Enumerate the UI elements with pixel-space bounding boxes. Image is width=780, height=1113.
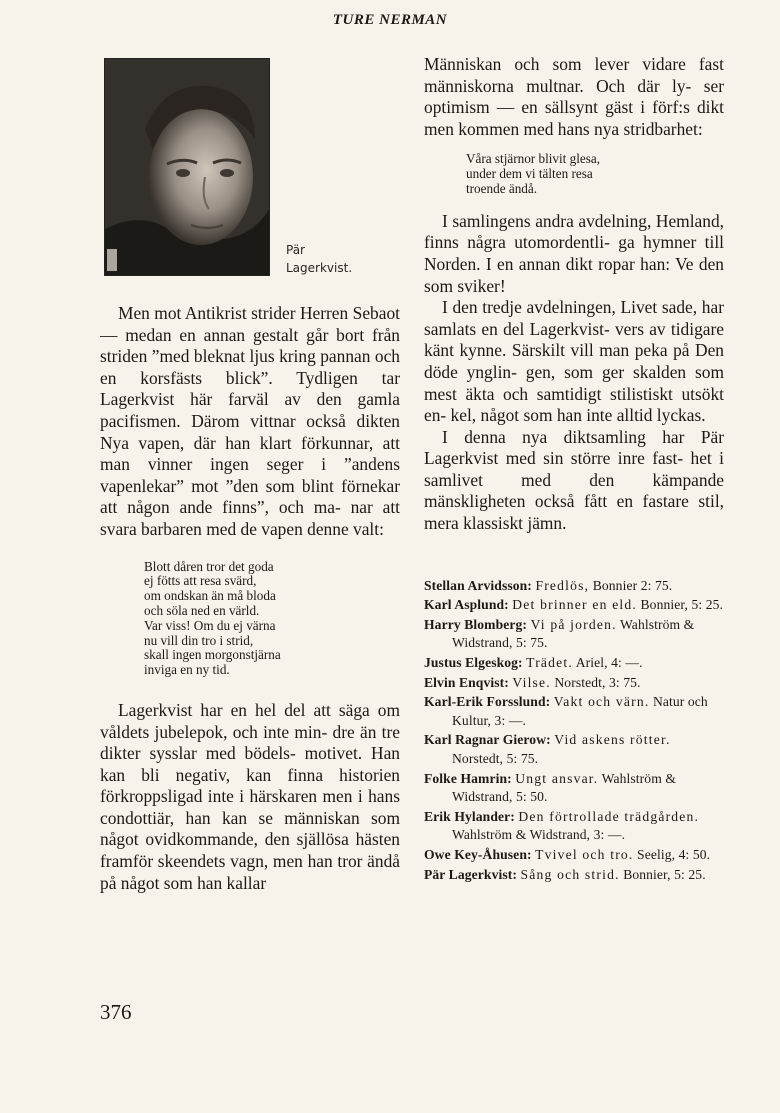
body-paragraph: I samlingens andra avdelning, Hemland, finns några utomordentli- ga hymner till Norden. I en annan dikt ropar han: Ve den som sviker! bbox=[424, 210, 724, 296]
bib-publisher: Wahlström & Widstrand, 5: 75. bbox=[452, 616, 695, 651]
verse-line: Var viss! Om du ej värna bbox=[144, 617, 276, 633]
verse-line: Våra stjärnor blivit glesa, bbox=[466, 151, 601, 167]
bibliography-entry bbox=[424, 616, 724, 653]
bib-publisher: Seelig, 4: 50. bbox=[637, 846, 711, 862]
body-paragraph: I denna nya diktsamling har Pär Lagerkvist med sin större inre fast- het i samlivet med den kämpande mänskligheten också fått en fastare stil, mera klassiskt jämn. bbox=[424, 426, 724, 534]
verse-line: och söla ned en värld. bbox=[144, 602, 260, 618]
body-paragraph: Människan och som lever vidare fast människorna multnar. Och där ly- ser optimism — en sällsynt gäst i förf:s dikt men kommen med hans nya stridbarhet: bbox=[424, 54, 724, 139]
bib-publisher: Wahlström & Widstrand, 5: 50. bbox=[452, 770, 677, 805]
bibliography-entry bbox=[424, 808, 724, 845]
verse-quote bbox=[144, 560, 400, 678]
bibliography-entry bbox=[424, 866, 724, 885]
bib-title: Ungt ansvar. bbox=[515, 770, 599, 786]
verse-line: skall ingen morgonstjärna bbox=[144, 647, 281, 663]
verse-line: Blott dåren tror det goda bbox=[144, 558, 274, 574]
bibliography-entry bbox=[424, 846, 724, 865]
bib-author: Harry Blomberg: bbox=[424, 616, 528, 632]
bib-author: Justus Elgeskog: bbox=[424, 655, 523, 671]
photo-caption bbox=[286, 241, 352, 277]
verse-line: troende ändå. bbox=[466, 180, 538, 196]
caption-line: Lagerkvist. bbox=[286, 261, 353, 275]
bib-author: Karl Ragnar Gierow: bbox=[424, 732, 551, 748]
left-column bbox=[100, 58, 400, 894]
bib-title: Den förtrollade trädgården. bbox=[518, 808, 700, 824]
bib-title: Vi på jorden. bbox=[530, 616, 617, 632]
bib-title: Tvivel och tro. bbox=[535, 846, 634, 862]
portrait-photo bbox=[104, 58, 270, 276]
bib-author: Karl Asplund: bbox=[424, 597, 509, 613]
bibliography-list bbox=[424, 577, 724, 885]
bib-title: Trädet. bbox=[526, 655, 573, 671]
body-paragraph: I den tredje avdelningen, Livet sade, har samlats en del Lagerkvist- vers av tidigare känt kynne. Särskilt vill man peka på Den döde ynglin- gen, som ger skalden som mest äkta och samtidigt stilistiskt utsökt en- kel, något som han inte alltid lyckas. bbox=[424, 297, 724, 426]
bib-publisher: Wahlström & Widstrand, 3: —. bbox=[452, 827, 626, 843]
verse-line: inviga en ny tid. bbox=[144, 662, 230, 678]
verse-line: under dem vi tälten resa bbox=[466, 166, 593, 182]
caption-line: Pär bbox=[286, 243, 305, 257]
bib-author: Elvin Enqvist: bbox=[424, 674, 509, 690]
portrait-block bbox=[100, 58, 400, 303]
bib-publisher: Ariel, 4: —. bbox=[575, 655, 643, 671]
verse-quote bbox=[466, 152, 724, 196]
bib-title: Vakt och värn. bbox=[553, 694, 650, 710]
bib-title: Vilse. bbox=[512, 674, 551, 690]
bib-author: Erik Hylander: bbox=[424, 808, 515, 824]
bib-author: Karl-Erik Forsslund: bbox=[424, 694, 551, 710]
bibliography-entry bbox=[424, 654, 724, 673]
bibliography-entry bbox=[424, 770, 724, 807]
bib-title: Fredlös, bbox=[535, 577, 590, 593]
bibliography-entry bbox=[424, 674, 724, 693]
bib-publisher: Natur och Kultur, 3: —. bbox=[452, 694, 708, 728]
verse-line: nu vill din tro i strid, bbox=[144, 632, 254, 648]
bibliography-entry bbox=[424, 596, 724, 615]
body-paragraph: Men mot Antikrist strider Herren Sebaot — medan en annan gestalt går bort från striden ”med bleknat ljus kring pannan och en korsfästs blick”. Tydligen tar Lagerkvist här farväl av den gamla pacifismen. Därom vittnar också dikten Nya vapen, där han klart förkunnar, att man vinner ingen seger i ”andens vapenlekar” mot ”den som blint förnekar att någon ande finns”, och ma- nar att svara barbaren med de vapen denne valt: bbox=[100, 303, 400, 539]
body-paragraph: Lagerkvist har en hel del att säga om våldets jubelepok, och inte min- dre än tre dikter sysslar med bödels- motivet. Han kan bli negativ, kan finna historien förkroppsligad inte i härskaren men i hans condottiär, han kan se människan som något ovidkommande, den själlösa hästen framför skeendets vagn, men han tror ändå på något som han kallar bbox=[100, 699, 400, 893]
bib-publisher: Bonnier 2: 75. bbox=[592, 577, 673, 593]
right-column bbox=[424, 54, 724, 885]
bib-author: Stellan Arvidsson: bbox=[424, 577, 532, 593]
running-head: TURE NERMAN bbox=[332, 12, 448, 28]
page-number: 376 bbox=[100, 1000, 132, 1024]
bib-title: Vid askens rötter. bbox=[554, 732, 671, 748]
verse-line: ej fötts att resa svärd, bbox=[144, 573, 257, 589]
bib-publisher: Bonnier, 5: 25. bbox=[623, 866, 706, 882]
bib-title: Sång och strid. bbox=[520, 866, 620, 882]
bibliography-entry bbox=[424, 577, 724, 596]
bib-author: Owe Key-Åhusen: bbox=[424, 846, 532, 862]
bib-author: Pär Lagerkvist: bbox=[424, 866, 517, 882]
bib-publisher: Bonnier, 5: 25. bbox=[640, 597, 724, 613]
bibliography-entry bbox=[424, 731, 724, 768]
portrait-image bbox=[105, 59, 269, 275]
bib-publisher: Norstedt, 5: 75. bbox=[452, 751, 539, 767]
bib-publisher: Norstedt, 3: 75. bbox=[554, 674, 641, 690]
verse-line: om ondskan än må bloda bbox=[144, 588, 276, 604]
bib-title: Det brinner en eld. bbox=[512, 597, 637, 613]
bib-author: Folke Hamrin: bbox=[424, 770, 512, 786]
bibliography-entry bbox=[424, 693, 724, 730]
